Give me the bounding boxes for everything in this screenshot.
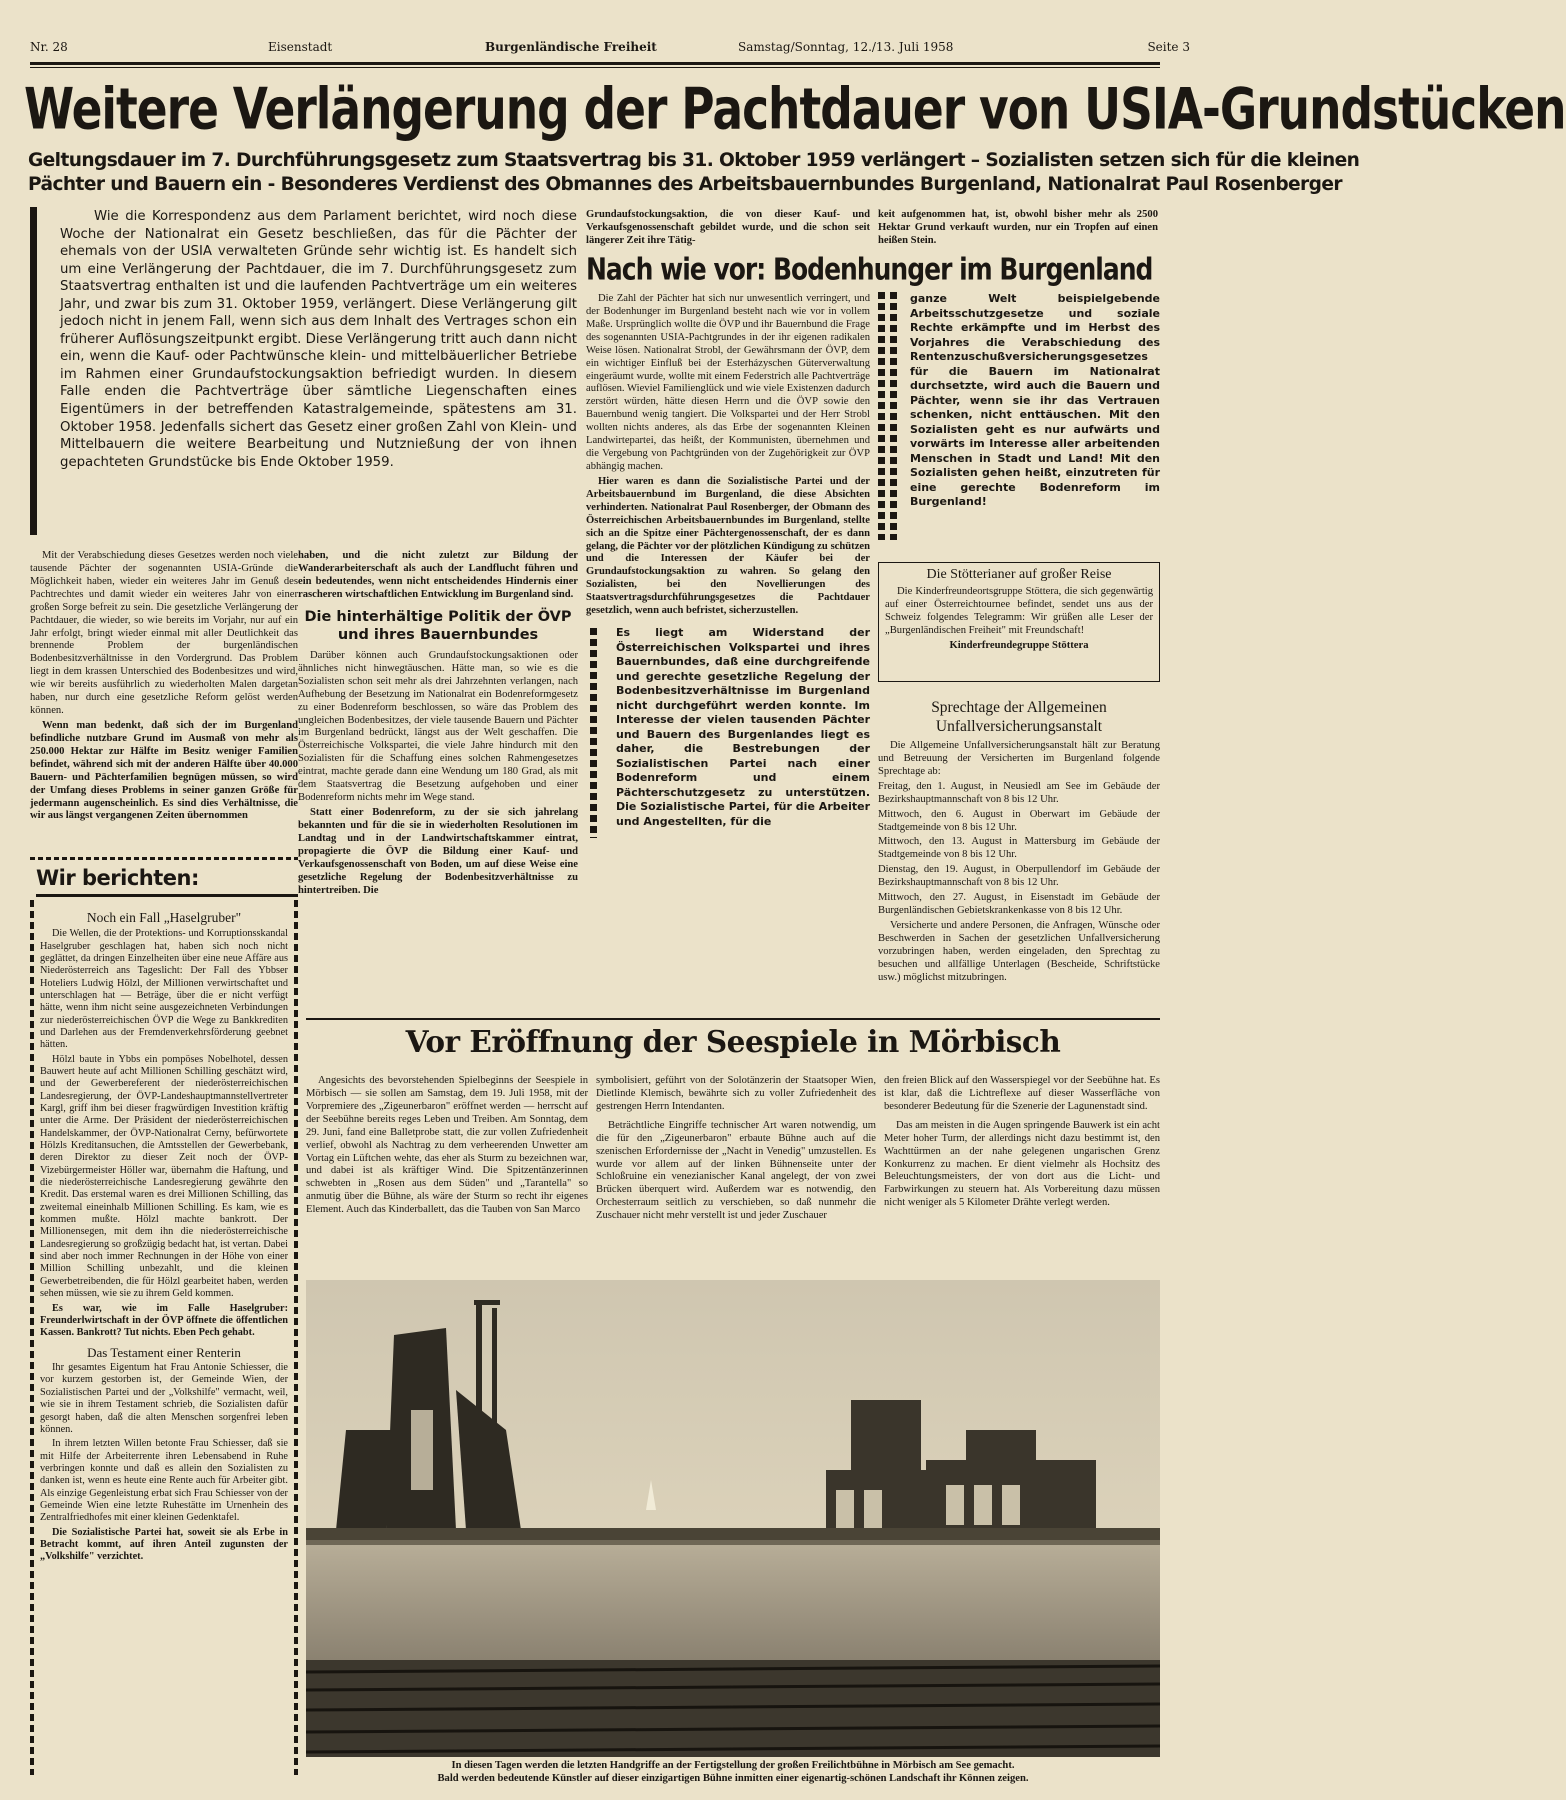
wir-berichten-paragraph: Die Wellen, die der Protektions- und Korruptionsskandal Haselgruber geschlagen hat, haben sich noch nicht geglättet, da dringen Einzelheiten über eine neue Affäre aus Niederösterreich ans Tageslicht: Der Fall des Ybbser Hoteliers Ludwig Hölzl, der Millionen verwirtschaftet und unterschlagen hat — Beträge, über die er nicht verfügt hätte, wenn ihm nicht seine ausgezeichneten Verbindungen zur niederösterreichischen ÖVP die Wege zu Bankkrediten und Darlehen aus der Fremdenverkehrsförderung geebnet hätten. (40, 928, 288, 1051)
intro-bar (30, 207, 37, 535)
seespiele-paragraph: Beträchtliche Eingriffe technischer Art waren notwendig, um die für den „Zigeunerbaron" erbaute Bühne auch auf die szenischen Erfordernisse der „Nacht in Venedig" umzustellen. Es wurde vor allem auf der linken Bühnenseite unter der Schloßruine ein venezianischer Kanal angelegt, der von zwei Brücken überquert wird. Außerdem war es notwendig, den Orchesterraum seitlich zu verschieben, so daß nunmehr die Zuschauer nicht mehr verstellt ist und jeder Zuschauer (596, 1119, 876, 1222)
wir-berichten-heading: Noch ein Fall „Haselgruber" (86, 910, 242, 925)
wir-berichten-dotted-top (30, 857, 298, 860)
col4-bars-2 (890, 292, 897, 540)
seespiele-rule (306, 1018, 1160, 1020)
lead-subhead-2: Pächter und Bauern ein - Besonderes Verdienst des Obmannes des Arbeitsbauernbundes Burgenland, Nationalrat Paul Rosenberger (28, 174, 1342, 195)
lead-col3 (586, 293, 870, 1006)
col3-headline: Nach wie vor: Bodenhunger im Burgenland (586, 252, 1153, 287)
wir-berichten-paragraph: Es war, wie im Falle Haselgruber: Freunderlwirtschaft in der ÖVP öffnete die öffentlichen Kassen. Bankrott? Tut nichts. Eben Pech gehabt. (40, 1302, 288, 1339)
lead-col1 (30, 550, 298, 845)
col2-subhead: Die hinterhältige Politik der ÖVP und ihres Bauernbundes (304, 608, 572, 643)
seespiele-col2 (596, 1075, 876, 1270)
sprechtage-outro: Versicherte und andere Personen, die Anfragen, Wünsche oder Beschwerden in Sachen der gesetzlichen Unfallversicherung vorzubringen haben, werden eingeladen, den Sprechtag zu besuchen und allfällige Unterlagen (Bescheide, Schriftstücke usw.) möglichst mitzubringen. (878, 919, 1160, 983)
lead-col2-paragraph: haben, und die nicht zuletzt zur Bildung der Wanderarbeiterschaft als auch der Landflucht führen und ein bedeutendes, wenn nicht entscheidendes Hindernis einer rascheren wirtschaftlichen Entwicklung im Burgenland sind. (298, 550, 578, 600)
lead-col1-paragraph: Mit der Verabschiedung dieses Gesetzes werden noch viele tausende Pächter der sogenannten USIA-Gründe die Möglichkeit haben, wieder ein weiteres Jahr im Genuß des Pachtrechtes und damit wieder ein weiteres Jahr von einer großen Sorge befreit zu sein. Die gesetzliche Verlängerung der Pachtdauer, die wieder, so wie bereits im Vorjahr, nur auf ein Jahr erfolgt, bringt wieder einmal mit aller Deutlichkeit das brennende Problem der burgenländischen Bodenbesitzverhältnisse in den Vordergrund. Das Problem liegt in dem krassen Unterschied des Bodenbesitzes und wird, wie wir bereits ausführlich zu wiederholten Malen dargetan haben, nur durch eine gesetzliche Reform gelöst werden können. (30, 550, 298, 717)
wir-berichten-paragraph: Die Sozialistische Partei hat, soweit sie als Erbe in Betracht kommt, auf ihren Anteil zugunsten der „Volkshilfe" verzichtet. (40, 1526, 288, 1563)
photo-illustration (306, 1280, 1160, 1757)
lead-col2-paragraph: Darüber können auch Grundaufstockungsaktionen oder ähnliches nicht hinwegtäuschen. Hätte man, so wie es die Sozialisten schon seit mehr als drei Jahrzehnten verlangen, nach Aufhebung der Besetzung im Nationalrat ein Bodenreformgesetz zu einer Bodenreform beschlossen, so wäre das Problem des ungleichen Bodenbesitzes, der viele tausende Bauern und Pächter im Burgenland bedrückt, längst aus der Welt geschaffen. Die Österreichische Volkspartei, die viele Jahre hindurch mit den Sozialisten für die Schaffung eines solchen Rahmengesetzes eintrat, machte gerade dann eine Wendung um 180 Grad, als mit dem Staatsvertrag die Besetzung aufgehoben und einer Bodenreform nichts mehr im Wege stand. (298, 649, 578, 804)
header-rule-thin (30, 67, 1160, 68)
seespiele-headline: Vor Eröffnung der Seespiele in Mörbisch (405, 1024, 1061, 1059)
lead-col4-top: keit aufgenommen hat, ist, obwohl bisher mehr als 2500 Hektar Grund verkauft wurden, nur ein Tropfen auf einen heißen Stein. (878, 209, 1158, 246)
stoetteria-body: Die Kinderfreundeortsgruppe Stöttera, die sich gegenwärtig auf einer Österreichtournee befindet, sendet uns aus der Schweiz folgendes Telegramm: Wir grüßen alle Leser der „Burgenländischen Freiheit" mit Freundschaft! (885, 586, 1153, 636)
sprechtage-item: Freitag, den 1. August, in Neusiedl am See im Gebäude der Bezirkshauptmannschaft von 8 bis 12 Uhr. (878, 780, 1160, 805)
photo-caption-line: Bald werden bedeutende Künstler auf dieser einzigartigen Bühne inmitten einer eigenartig-schönen Landschaft ihr Können zeigen. (437, 1772, 1029, 1784)
seespiele-paragraph: den freien Blick auf den Wasserspiegel vor der Seebühne hat. Es ist klar, daß die Lichtreflexe auf dieser Wasserfläche von besonderer Bedeutung für die Szenerie der Lagunenstadt sind. (884, 1075, 1160, 1112)
lead-col4: ganze Welt beispielgebende Arbeitsschutzgesetze und soziale Rechte erkämpfte und im Herbst des Vorjahres die Verabschiedung des Rentenzuschußversicherungsgesetzes für die Bauern im Nationalrat durchsetzte, wird auch die Bauern und Pächter, wenn sie ihr das Vertrauen schenken, nicht enttäuschen. Mit den Sozialisten geht es nur aufwärts und vorwärts im Interesse aller arbeitenden Menschen in Stadt und Land! Mit den Sozialisten gehen heißt, einzutreten für eine gerechte Bodenreform im Burgenland! (910, 292, 1160, 509)
newspaper-name: Burgenländische Freiheit (485, 40, 657, 54)
sprechtage-intro: Die Allgemeine Unfallversicherungsanstalt hält zur Beratung und Betreuung der Versicherten im Burgenland folgende Sprechtage ab: (878, 740, 1160, 777)
col3-bars (590, 628, 597, 838)
seespiele-paragraph: Das am meisten in die Augen springende Bauwerk ist ein acht Meter hoher Turm, der allerdings nicht dazu bestimmt ist, den Wachttürmen an der nahe gelegenen ungarischen Grenz Konkurrenz zu machen. Er dient vielmehr als Hochsitz des Beleuchtungsmeisters, der von dort aus die Licht- und Farbwirkungen zu steuern hat. Als Vorbereitung dazu müssen nicht weniger als 5 Kilometer Drähte verlegt werden. (884, 1119, 1160, 1209)
page-number: Nr. 28 (30, 40, 68, 54)
header-rule (30, 62, 1160, 65)
lead-headline: Weitere Verlängerung der Pachtdauer von USIA-Grundstücken (24, 76, 1566, 143)
running-head (30, 40, 1190, 58)
city: Eisenstadt (268, 40, 333, 54)
lead-subhead-1: Geltungsdauer im 7. Durchführungsgesetz zum Staatsvertrag bis 31. Oktober 1959 verlängert – Sozialisten setzen sich für die kleinen (28, 150, 1360, 171)
lead-col3-paragraph: Die Zahl der Pächter hat sich nur unwesentlich verringert, und der Bodenhunger im Burgenland besteht nach wie vor in vollem Maße. Ursprünglich wollte die ÖVP und ihr Bauernbund die Frage des sogenannten USIA-Pachtgrundes in der ihr eigenen radikalen Weise lösen. Nationalrat Strobl, der Gewährsmann der ÖVP, dem ein wichtiger Einfluß bei der Esterházyschen Güterverwaltung eingeräumt wurde, wollte mit einem Federstrich alle Pachtverträge auflösen. Wieviel Familienglück und wie viele Existenzen dadurch zerstört würden, hätte diesen Herrn und die ÖVP sowie den Bauernbund wenig tangiert. Die Volkspartei und der Herr Strobl wollten nichts anderes, als das Erbe der sogenannten Kleinen Landwirtepartei, das heißt, der Kommunisten, übernehmen und die Vergebung von Pachtgründen von der Zugehörigkeit zur ÖVP abhängig machen. (586, 293, 870, 472)
wir-berichten-side-bars-right (294, 900, 298, 1775)
wir-berichten-body (40, 910, 288, 1775)
issue-date: Samstag/Sonntag, 12./13. Juli 1958 (738, 40, 954, 54)
lead-col1-paragraph: Wenn man bedenkt, daß sich der im Burgenland befindliche nutzbare Grund im Ausmaß von mehr als 250.000 Hektar zur Hälfte im Besitz weniger Familien befindet, während sich mit der anderen Hälfte über 40.000 Bauern- und Pächterfamilien begnügen müssen, so wird der Umfang dieses Problems in seiner ganzen Größe für jedermann augenscheinlich. Es sind dies Verhältnisse, die wir aus längst vergangenen Zeiten übernommen (30, 719, 298, 822)
lead-col3-paragraph: Hier waren es dann die Sozialistische Partei und der Arbeitsbauernbund im Burgenland, die diese Absichten verhinderten. Nationalrat Paul Rosenberger, der Obmann des Österreichischen Arbeitsbauernbundes im Burgenland, stellte sich an die Spitze einer Pächtergenossenschaft, der es dann gelang, die Pächter vor der plötzlichen Kündigung zu schützen und die Interessen der Käufer bei der Grundaufstockungsaktion zu wahren. So gelang den Sozialisten, bei den Novellierungen des Staatsvertragsdurchführungsgesetzes die Pachtdauer gesetzlich, wenn auch befristet, sicherzustellen. (586, 475, 870, 617)
seespiele-col3 (884, 1075, 1160, 1270)
stoetteria-box (878, 562, 1160, 682)
photo-caption (306, 1760, 1160, 1794)
wir-berichten-heading: Das Testament einer Renterin (87, 1344, 241, 1360)
seespiele-paragraph: symbolisiert, geführt von der Solotänzerin der Staatsoper Wien, Dietlinde Klemisch, bewährte sich zu voller Zufriedenheit des gestrengen Herrn Intendanten. (596, 1075, 876, 1112)
page-label: Seite 3 (1147, 40, 1190, 54)
stoetteria-title: Die Stötterianer auf großer Reise (926, 567, 1112, 582)
wir-berichten-side-bars-left (30, 900, 34, 1775)
sprechtage-title: Sprechtage der Allgemeinen Unfallversicherungsanstalt (931, 699, 1107, 736)
seebuehne-photo (306, 1280, 1160, 1757)
lead-col3-top: Grundaufstockungsaktion, die von dieser Kauf- und Verkaufsgenossenschaft gebildet wurde, und die schon seit längerer Zeit ihre Tätig- (586, 209, 870, 246)
wir-berichten-paragraph: Ihr gesamtes Eigentum hat Frau Antonie Schiesser, die vor kurzem gestorben ist, der Gemeinde Wien, der Sozialistischen Partei und der „Volkshilfe" vermacht, weil, wie sie in ihrem Testament schrieb, die Sozialisten dafür gesorgt haben, daß die alten Menschen sorgenfrei leben können. (40, 1362, 288, 1435)
wir-berichten-paragraph: In ihrem letzten Willen betonte Frau Schiesser, daß sie mit Hilfe der Arbeiterrente ihren Lebensabend in Ruhe verbringen konnte und daß es allein den Sozialisten zu danken ist, wenn es heute eine Rente auch für Arbeiter gibt. Als einzige Gegenleistung erbat sich Frau Schiesser von der Gemeinde Wien eine letzte Ruhestätte im Urnenhein des Zentralfriedhofes mit einer kleinen Gedenktafel. (40, 1438, 288, 1524)
wir-berichten-title: Wir berichten: (36, 866, 298, 897)
sprechtage-item: Mittwoch, den 13. August in Mattersburg im Gebäude der Stadtgemeinde von 8 bis 12 Uhr. (878, 836, 1160, 861)
col3-bold-box (586, 626, 870, 846)
col4-bars (878, 292, 885, 540)
col3-bold-text: Es liegt am Widerstand der Österreichischen Volkspartei und ihres Bauernbundes, daß eine durchgreifende und gerechte gesetzliche Regelung der Bodenbesitzverhältnisse im Burgenland nicht durchgeführt werden konnte. Im Interesse der vielen tausenden Pächter und Bauern des Burgenlandes liegt es daher, die Bestrebungen der Sozialistischen Partei nach einer Bodenreform und einem Pächterschutzgesetz zu unterstützen. Die Sozialistische Partei, für die Arbeiter und Angestellten, für die (616, 626, 870, 828)
seespiele-col1: Angesichts des bevorstehenden Spielbeginns der Seespiele in Mörbisch — sie sollen am Samstag, dem 19. Juli 1958, mit der Vorpremiere des „Zigeunerbaron" eröffnet werden — herrscht auf der Seebühne bereits reges Leben und Treiben. Am Sonntag, dem 29. Juni, fand eine Balletprobe statt, die zur vollen Zufriedenheit verlief, obwohl als Nachtrag zu dem verheerenden Unwetter am Vortag ein Lüftchen wehte, das eher als Sturm zu bezeichnen war, und dabei ist als kräftiger Wind. Die Spitzentänzerinnen schwebten in „Rosen aus dem Süden" und „Tarantella" so anmutig über die Bühne, als wäre der Sturm so recht ihr eigenes Element. Auch das Kinderballett, das die Tauben von San Marco (306, 1075, 588, 1216)
photo-caption-line: In diesen Tagen werden die letzten Handgriffe an der Fertigstellung der großen Freilichtbühne in Mörbisch am See gemacht. (451, 1760, 1015, 1771)
lead-intro: Wie die Korrespondenz aus dem Parlament berichtet, wird noch diese Woche der Nationalrat ein Gesetz beschließen, das für die Pächter der ehemals von der USIA verwalteten Gründe sehr wichtig ist. Es handelt sich um eine Verlängerung der Pachtdauer, die im 7. Durchführungsgesetz zum Staatsvertrag enthalten ist und die laufenden Pachtverträge um ein weiteres Jahr, und zwar bis zum 31. Oktober 1959, verlängert. Diese Verlängerung gilt jedoch nicht in jenem Fall, wenn sich aus dem Inhalt des Vertrages schon ein früherer Auflösungszeitpunkt ergibt. Diese Verlängerung tritt auch dann nicht ein, wenn die Kauf- oder Pachtwünsche klein- und mittelbäuerlicher Betriebe im Rahmen einer Grundaufstockungsaktion befriedigt wurden. In diesem Falle enden die Pachtverträge über sämtliche Liegenschaften eines Eigentümers in der betreffenden Katastralgemeinde, spätestens am 31. Oktober 1958. Jedenfalls sichert das Gesetz einer großen Zahl von Klein- und Mittelbauern die weitere Bearbeitung und Nutznießung der von ihnen gepachteten Grundstücke bis Ende Oktober 1959. (60, 209, 577, 470)
sprechtage-body (878, 740, 1160, 1010)
sprechtage-item: Mittwoch, den 27. August, in Eisenstadt im Gebäude der Burgenländischen Gebietskrankenkasse von 8 bis 12 Uhr. (878, 892, 1160, 917)
sprechtage-item: Dienstag, den 19. August, in Oberpullendorf im Gebäude der Bezirkshauptmannschaft von 8 bis 12 Uhr. (878, 864, 1160, 889)
lead-col2-paragraph: Statt einer Bodenreform, zu der sie sich jahrelang bekannten und für die sie in wiederholten Resolutionen im Landtag und in der Landwirtschaftskammer eintrat, propagierte die ÖVP die Bildung einer Kauf- und Verkaufsgenossenschaft von Boden, um auf diese Weise eine gesetzliche Regelung der Bodenbesitzverhältnisse zu hintertreiben. Die (298, 807, 578, 896)
stoetteria-sign: Kinderfreundegruppe Stöttera (949, 639, 1089, 651)
wir-berichten-paragraph: Hölzl baute in Ybbs ein pompöses Nobelhotel, dessen Bauwert heute auf acht Millionen Schilling geschätzt wird, und der Gewerbereferent der niederösterreichischen Landesregierung, der ÖVP-Landeshauptmannstellvertreter Kargl, griff ihm bei dieser fragwürdigen Investition kräftig unter die Arme. Der Präsident der niederösterreichischen Handelskammer, der ÖVP-Nationalrat Cerny, befürwortete Hölzls Kreditansuchen, die Amtsstellen der Gewerbebank, deren Direktor zu dieser Zeit noch der ÖVP-Vizebürgermeister Höller war, übernahm die Haftung, und die niederösterreichische Landesregierung gewährte den Kredit. Das erstemal waren es drei Millionen Schilling, das zweitemal eineinhalb Millionen Schilling. Es kam, wie es kommen mußte. Hölzl machte bankrott. Der Millionensegen, mit dem ihn die niederösterreichische Landesregierung so großzügig bedacht hat, ist vertan. Dabei sind aber noch immer Rechnungen in der Höhe von einer Million Schilling unbezahlt, und die kleinen Gewerbetreibenden, die für Hölzl gearbeitet haben, werden sehen müssen, wie sie zu ihrem Geld kommen. (40, 1053, 288, 1300)
sprechtage-item: Mittwoch, den 6. August in Oberwart im Gebäude der Stadtgemeinde von 8 bis 12 Uhr. (878, 808, 1160, 833)
lead-col2 (298, 550, 578, 1010)
